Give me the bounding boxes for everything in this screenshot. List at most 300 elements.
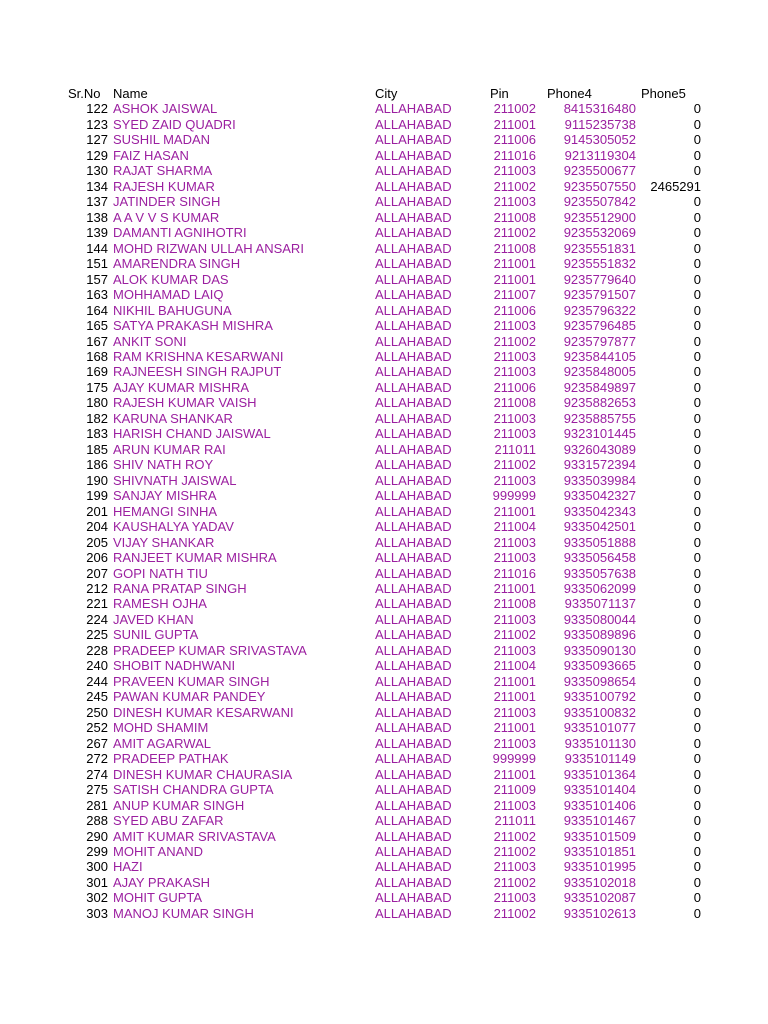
cell-city: ALLAHABAD [375, 782, 452, 798]
cell-phone5: 0 [693, 596, 701, 612]
header-srno: Sr.No [68, 86, 101, 101]
cell-name: AMARENDRA SINGH [113, 256, 241, 272]
cell-pin: 211003 [493, 194, 536, 210]
cell-phone5: 0 [693, 503, 701, 519]
cell-name: ASHOK JAISWAL [113, 101, 218, 117]
table-row [68, 272, 708, 287]
cell-name: SYED ABU ZAFAR [113, 813, 224, 829]
cell-srno: 252 [86, 720, 108, 736]
cell-city: ALLAHABAD [375, 720, 452, 736]
cell-srno: 165 [86, 318, 108, 334]
table-row [68, 767, 708, 782]
cell-pin: 211001 [493, 271, 536, 287]
cell-srno: 301 [86, 874, 108, 890]
cell-phone5: 0 [693, 905, 701, 921]
cell-city: ALLAHABAD [375, 318, 452, 334]
cell-pin: 211016 [493, 565, 536, 581]
cell-phone5: 0 [693, 132, 701, 148]
cell-pin: 211003 [493, 550, 536, 566]
cell-phone4: 9235791507 [563, 287, 636, 303]
cell-phone4: 9335101995 [563, 859, 636, 875]
cell-phone5: 0 [693, 163, 701, 179]
cell-city: ALLAHABAD [375, 333, 452, 349]
cell-srno: 204 [86, 519, 108, 535]
table-row [68, 241, 708, 256]
header-city: City [375, 86, 398, 101]
cell-srno: 129 [86, 147, 108, 163]
cell-phone4: 9331572394 [563, 457, 636, 473]
cell-pin: 999999 [492, 751, 536, 767]
cell-phone4: 8415316480 [563, 101, 636, 117]
cell-pin: 211001 [493, 766, 536, 782]
cell-phone4: 9235500677 [563, 163, 636, 179]
cell-srno: 183 [86, 426, 108, 442]
cell-phone5: 0 [693, 859, 701, 875]
cell-phone4: 9335062099 [563, 581, 636, 596]
cell-city: ALLAHABAD [375, 673, 452, 689]
cell-name: DINESH KUMAR KESARWANI [113, 704, 294, 720]
cell-srno: 138 [86, 209, 108, 225]
cell-pin: 211003 [493, 426, 536, 442]
cell-city: ALLAHABAD [375, 627, 452, 643]
cell-phone4: 9335042501 [563, 519, 636, 535]
cell-phone4: 9235532069 [563, 225, 636, 241]
cell-city: ALLAHABAD [375, 503, 452, 519]
cell-phone4: 9335089896 [563, 627, 636, 643]
table-row [68, 550, 708, 565]
table-row [68, 488, 708, 503]
cell-name: ANKIT SONI [113, 333, 187, 349]
cell-phone4: 9235512900 [563, 209, 636, 225]
cell-name: PAWAN KUMAR PANDEY [113, 689, 266, 705]
cell-pin: 211006 [493, 302, 536, 318]
cell-pin: 211001 [493, 581, 536, 596]
cell-srno: 302 [86, 890, 108, 906]
cell-city: ALLAHABAD [375, 209, 452, 225]
cell-srno: 164 [86, 302, 108, 318]
cell-pin: 211003 [493, 859, 536, 875]
cell-srno: 186 [86, 457, 108, 473]
cell-srno: 180 [86, 395, 108, 411]
cell-phone4: 9335101467 [563, 813, 636, 829]
cell-phone5: 0 [693, 116, 701, 132]
cell-srno: 275 [86, 782, 108, 798]
cell-phone5: 0 [693, 101, 701, 117]
cell-city: ALLAHABAD [375, 890, 452, 906]
cell-name: PRAVEEN KUMAR SINGH [113, 673, 270, 689]
cell-pin: 211002 [493, 178, 536, 194]
cell-pin: 211009 [493, 782, 536, 798]
cell-phone4: 9335101404 [563, 782, 636, 798]
cell-pin: 211007 [493, 287, 536, 303]
table-row [68, 890, 708, 905]
table-row [68, 674, 708, 689]
cell-phone4: 9335100792 [563, 689, 636, 705]
cell-srno: 272 [86, 751, 108, 767]
table-row [68, 736, 708, 751]
cell-city: ALLAHABAD [375, 240, 452, 256]
cell-city: ALLAHABAD [375, 101, 452, 117]
table-row [68, 117, 708, 132]
cell-city: ALLAHABAD [375, 550, 452, 566]
cell-phone4: 9335071137 [564, 596, 636, 612]
table-row [68, 906, 708, 921]
cell-phone4: 9335102613 [563, 905, 636, 921]
table-row [68, 349, 708, 364]
cell-name: HEMANGI SINHA [113, 503, 218, 519]
cell-pin: 211003 [493, 410, 536, 426]
cell-city: ALLAHABAD [375, 426, 452, 442]
cell-pin: 211003 [493, 890, 536, 906]
cell-name: AJAY PRAKASH [113, 874, 211, 890]
cell-name: RANA PRATAP SINGH [113, 581, 247, 596]
cell-phone5: 0 [693, 441, 701, 457]
cell-city: ALLAHABAD [375, 565, 452, 581]
cell-phone4: 9335039984 [563, 472, 636, 488]
cell-phone5: 0 [693, 302, 701, 318]
table-body [68, 101, 708, 921]
cell-srno: 127 [86, 132, 108, 148]
table-header-row [68, 86, 708, 101]
cell-srno: 168 [86, 348, 108, 364]
cell-srno: 205 [86, 534, 108, 550]
cell-city: ALLAHABAD [375, 472, 452, 488]
cell-srno: 123 [86, 116, 108, 132]
header-name: Name [113, 86, 148, 101]
cell-phone4: 9235885755 [563, 410, 636, 426]
cell-pin: 211003 [493, 797, 536, 813]
cell-phone5: 0 [693, 550, 701, 566]
cell-phone4: 9235797877 [563, 333, 636, 349]
table-row [68, 596, 708, 611]
cell-pin: 211002 [493, 457, 536, 473]
cell-name: RAJNEESH SINGH RAJPUT [113, 364, 282, 380]
cell-name: KARUNA SHANKAR [113, 410, 233, 426]
cell-pin: 211002 [493, 627, 536, 643]
cell-pin: 211003 [493, 704, 536, 720]
cell-pin: 211008 [493, 596, 536, 612]
cell-name: RAJESH KUMAR [113, 178, 215, 194]
table-row [68, 426, 708, 441]
cell-srno: 267 [86, 735, 108, 751]
cell-name: DAMANTI AGNIHOTRI [113, 225, 247, 241]
table-row [68, 148, 708, 163]
cell-pin: 211002 [493, 101, 536, 117]
table-row [68, 380, 708, 395]
cell-pin: 211008 [493, 240, 536, 256]
cell-phone4: 9335101406 [563, 797, 636, 813]
cell-phone4: 9213119304 [564, 147, 636, 163]
cell-city: ALLAHABAD [375, 519, 452, 535]
cell-name: RAJESH KUMAR VAISH [113, 395, 257, 411]
cell-phone4: 9335102087 [563, 890, 636, 906]
cell-srno: 190 [86, 472, 108, 488]
cell-city: ALLAHABAD [375, 581, 452, 596]
cell-name: AMIT AGARWAL [113, 735, 212, 751]
cell-phone5: 0 [693, 720, 701, 736]
cell-phone4: 9335101851 [563, 843, 636, 859]
table-row [68, 519, 708, 534]
cell-srno: 144 [86, 240, 108, 256]
cell-phone5: 0 [693, 318, 701, 334]
cell-name: MOHIT ANAND [113, 843, 204, 859]
cell-srno: 167 [86, 333, 108, 349]
cell-city: ALLAHABAD [375, 642, 452, 658]
table-row [68, 287, 708, 302]
cell-name: VIJAY SHANKAR [113, 534, 215, 550]
cell-city: ALLAHABAD [375, 704, 452, 720]
cell-city: ALLAHABAD [375, 379, 452, 395]
cell-name: ALOK KUMAR DAS [113, 271, 229, 287]
cell-city: ALLAHABAD [375, 658, 452, 674]
cell-city: ALLAHABAD [375, 797, 452, 813]
cell-pin: 211003 [493, 735, 536, 751]
cell-pin: 211004 [493, 658, 536, 674]
cell-pin: 211001 [493, 673, 536, 689]
cell-pin: 211003 [493, 318, 536, 334]
cell-phone5: 0 [693, 395, 701, 411]
cell-name: KAUSHALYA YADAV [113, 519, 234, 535]
cell-srno: 300 [86, 859, 108, 875]
cell-name: JAVED KHAN [113, 611, 194, 627]
table-row [68, 844, 708, 859]
cell-phone4: 9235779640 [563, 271, 636, 287]
cell-city: ALLAHABAD [375, 256, 452, 272]
table-row [68, 627, 708, 642]
cell-phone5: 0 [693, 581, 701, 596]
cell-phone5: 0 [693, 209, 701, 225]
cell-name: HAZI [113, 859, 143, 875]
cell-name: PRADEEP KUMAR SRIVASTAVA [113, 642, 307, 658]
cell-srno: 130 [86, 163, 108, 179]
table-row [68, 658, 708, 673]
cell-pin: 999999 [492, 488, 536, 504]
table-row [68, 318, 708, 333]
cell-srno: 274 [86, 766, 108, 782]
cell-phone4: 9235882653 [563, 395, 636, 411]
cell-pin: 211001 [493, 256, 536, 272]
cell-phone5: 0 [693, 751, 701, 767]
cell-city: ALLAHABAD [375, 905, 452, 921]
cell-city: ALLAHABAD [375, 843, 452, 859]
cell-phone4: 9235551831 [563, 240, 636, 256]
cell-srno: 244 [86, 673, 108, 689]
table-row [68, 612, 708, 627]
cell-city: ALLAHABAD [375, 457, 452, 473]
table-row [68, 705, 708, 720]
cell-city: ALLAHABAD [375, 596, 452, 612]
cell-name: SANJAY MISHRA [113, 488, 217, 504]
cell-phone4: 9335042327 [563, 488, 636, 504]
cell-phone4: 9235507550 [563, 178, 636, 194]
cell-phone4: 9335090130 [563, 642, 636, 658]
cell-srno: 185 [86, 441, 108, 457]
cell-pin: 211002 [493, 905, 536, 921]
cell-name: PRADEEP PATHAK [113, 751, 229, 767]
cell-phone4: 9235848005 [563, 364, 636, 380]
cell-name: HARISH CHAND JAISWAL [113, 426, 271, 442]
table-row [68, 829, 708, 844]
table-row [68, 256, 708, 271]
table-row [68, 859, 708, 874]
cell-name: SUNIL GUPTA [113, 627, 199, 643]
cell-phone4: 9335101130 [564, 735, 636, 751]
cell-phone5: 0 [693, 565, 701, 581]
cell-srno: 207 [86, 565, 108, 581]
cell-srno: 303 [86, 905, 108, 921]
cell-city: ALLAHABAD [375, 611, 452, 627]
cell-phone4: 9335101364 [563, 766, 636, 782]
cell-phone4: 9235849897 [563, 379, 636, 395]
cell-name: SATISH CHANDRA GUPTA [113, 782, 274, 798]
cell-name: NIKHIL BAHUGUNA [113, 302, 232, 318]
cell-phone4: 9335057638 [563, 565, 636, 581]
table-row [68, 303, 708, 318]
cell-phone5: 0 [693, 627, 701, 643]
cell-name: MANOJ KUMAR SINGH [113, 905, 254, 921]
cell-name: AJAY KUMAR MISHRA [113, 379, 250, 395]
cell-city: ALLAHABAD [375, 735, 452, 751]
cell-srno: 228 [86, 642, 108, 658]
cell-srno: 175 [86, 379, 108, 395]
cell-phone5: 0 [693, 457, 701, 473]
header-pin: Pin [490, 86, 509, 101]
cell-phone4: 9335101509 [563, 828, 636, 844]
cell-pin: 211006 [493, 379, 536, 395]
cell-phone5: 0 [693, 689, 701, 705]
cell-name: SHOBIT NADHWANI [113, 658, 236, 674]
table-row [68, 225, 708, 240]
cell-name: MOHD RIZWAN ULLAH ANSARI [113, 240, 304, 256]
table-row [68, 566, 708, 581]
cell-phone5: 0 [693, 364, 701, 380]
cell-phone5: 0 [693, 673, 701, 689]
cell-name: ARUN KUMAR RAI [113, 441, 226, 457]
table-row [68, 643, 708, 658]
table-row [68, 163, 708, 178]
cell-phone4: 9335102018 [563, 874, 636, 890]
cell-city: ALLAHABAD [375, 132, 452, 148]
cell-pin: 211008 [493, 209, 536, 225]
cell-phone5: 0 [693, 333, 701, 349]
table-row [68, 101, 708, 116]
table-row [68, 473, 708, 488]
cell-srno: 182 [86, 410, 108, 426]
cell-phone4: 9335056458 [563, 550, 636, 566]
cell-phone5: 0 [693, 828, 701, 844]
cell-name: A A V V S KUMAR [113, 209, 220, 225]
cell-city: ALLAHABAD [375, 225, 452, 241]
table-row [68, 457, 708, 472]
cell-phone4: 9235844105 [563, 348, 636, 364]
cell-srno: 134 [86, 178, 108, 194]
cell-srno: 151 [86, 256, 108, 272]
contact-table [68, 86, 708, 921]
table-row [68, 364, 708, 379]
cell-phone5: 0 [693, 782, 701, 798]
cell-srno: 240 [86, 658, 108, 674]
table-row [68, 782, 708, 797]
cell-phone5: 0 [693, 843, 701, 859]
table-row [68, 581, 708, 596]
table-row [68, 535, 708, 550]
table-row [68, 334, 708, 349]
cell-pin: 211001 [493, 503, 536, 519]
cell-phone5: 0 [693, 874, 701, 890]
cell-phone5: 0 [693, 472, 701, 488]
cell-pin: 211003 [493, 364, 536, 380]
cell-phone4: 9335100832 [563, 704, 636, 720]
cell-srno: 163 [86, 287, 108, 303]
cell-phone4: 9335080044 [563, 611, 636, 627]
cell-srno: 199 [86, 488, 108, 504]
cell-phone4: 9235551832 [563, 256, 636, 272]
cell-phone4: 9335101077 [563, 720, 636, 736]
cell-pin: 211016 [493, 147, 536, 163]
cell-city: ALLAHABAD [375, 178, 452, 194]
cell-phone5: 0 [693, 890, 701, 906]
table-row [68, 395, 708, 410]
cell-srno: 137 [86, 194, 108, 210]
cell-city: ALLAHABAD [375, 488, 452, 504]
cell-name: SUSHIL MADAN [113, 132, 211, 148]
cell-name: SYED ZAID QUADRI [113, 116, 236, 132]
cell-phone4: 9115235738 [564, 116, 636, 132]
table-row [68, 798, 708, 813]
cell-name: RAJAT SHARMA [113, 163, 213, 179]
cell-pin: 211001 [493, 689, 536, 705]
cell-name: AMIT KUMAR SRIVASTAVA [113, 828, 276, 844]
cell-phone5: 0 [693, 287, 701, 303]
cell-phone4: 9235796485 [563, 318, 636, 334]
table-row [68, 875, 708, 890]
cell-name: MOHHAMAD LAIQ [113, 287, 224, 303]
cell-city: ALLAHABAD [375, 348, 452, 364]
cell-pin: 211002 [493, 843, 536, 859]
cell-srno: 206 [86, 550, 108, 566]
cell-name: DINESH KUMAR CHAURASIA [113, 766, 293, 782]
cell-phone4: 9335051888 [563, 534, 636, 550]
cell-phone5: 0 [693, 534, 701, 550]
header-phone5: Phone5 [641, 86, 686, 101]
cell-srno: 224 [86, 611, 108, 627]
cell-phone5: 0 [693, 379, 701, 395]
cell-phone5: 0 [693, 256, 701, 272]
cell-pin: 211003 [493, 163, 536, 179]
cell-phone5: 0 [693, 271, 701, 287]
cell-city: ALLAHABAD [375, 441, 452, 457]
cell-phone4: 9323101445 [563, 426, 636, 442]
cell-name: SHIVNATH JAISWAL [113, 472, 237, 488]
cell-pin: 211001 [493, 116, 536, 132]
cell-city: ALLAHABAD [375, 828, 452, 844]
cell-city: ALLAHABAD [375, 874, 452, 890]
table-row [68, 179, 708, 194]
cell-city: ALLAHABAD [375, 534, 452, 550]
cell-phone4: 9335042343 [563, 503, 636, 519]
cell-city: ALLAHABAD [375, 395, 452, 411]
cell-city: ALLAHABAD [375, 116, 452, 132]
cell-pin: 211002 [493, 333, 536, 349]
cell-phone4: 9326043089 [563, 441, 636, 457]
cell-phone5: 0 [693, 813, 701, 829]
cell-phone4: 9335098654 [563, 673, 636, 689]
cell-pin: 211003 [493, 472, 536, 488]
cell-city: ALLAHABAD [375, 689, 452, 705]
cell-name: RANJEET KUMAR MISHRA [113, 550, 277, 566]
cell-phone5: 0 [693, 611, 701, 627]
cell-phone5: 0 [693, 147, 701, 163]
